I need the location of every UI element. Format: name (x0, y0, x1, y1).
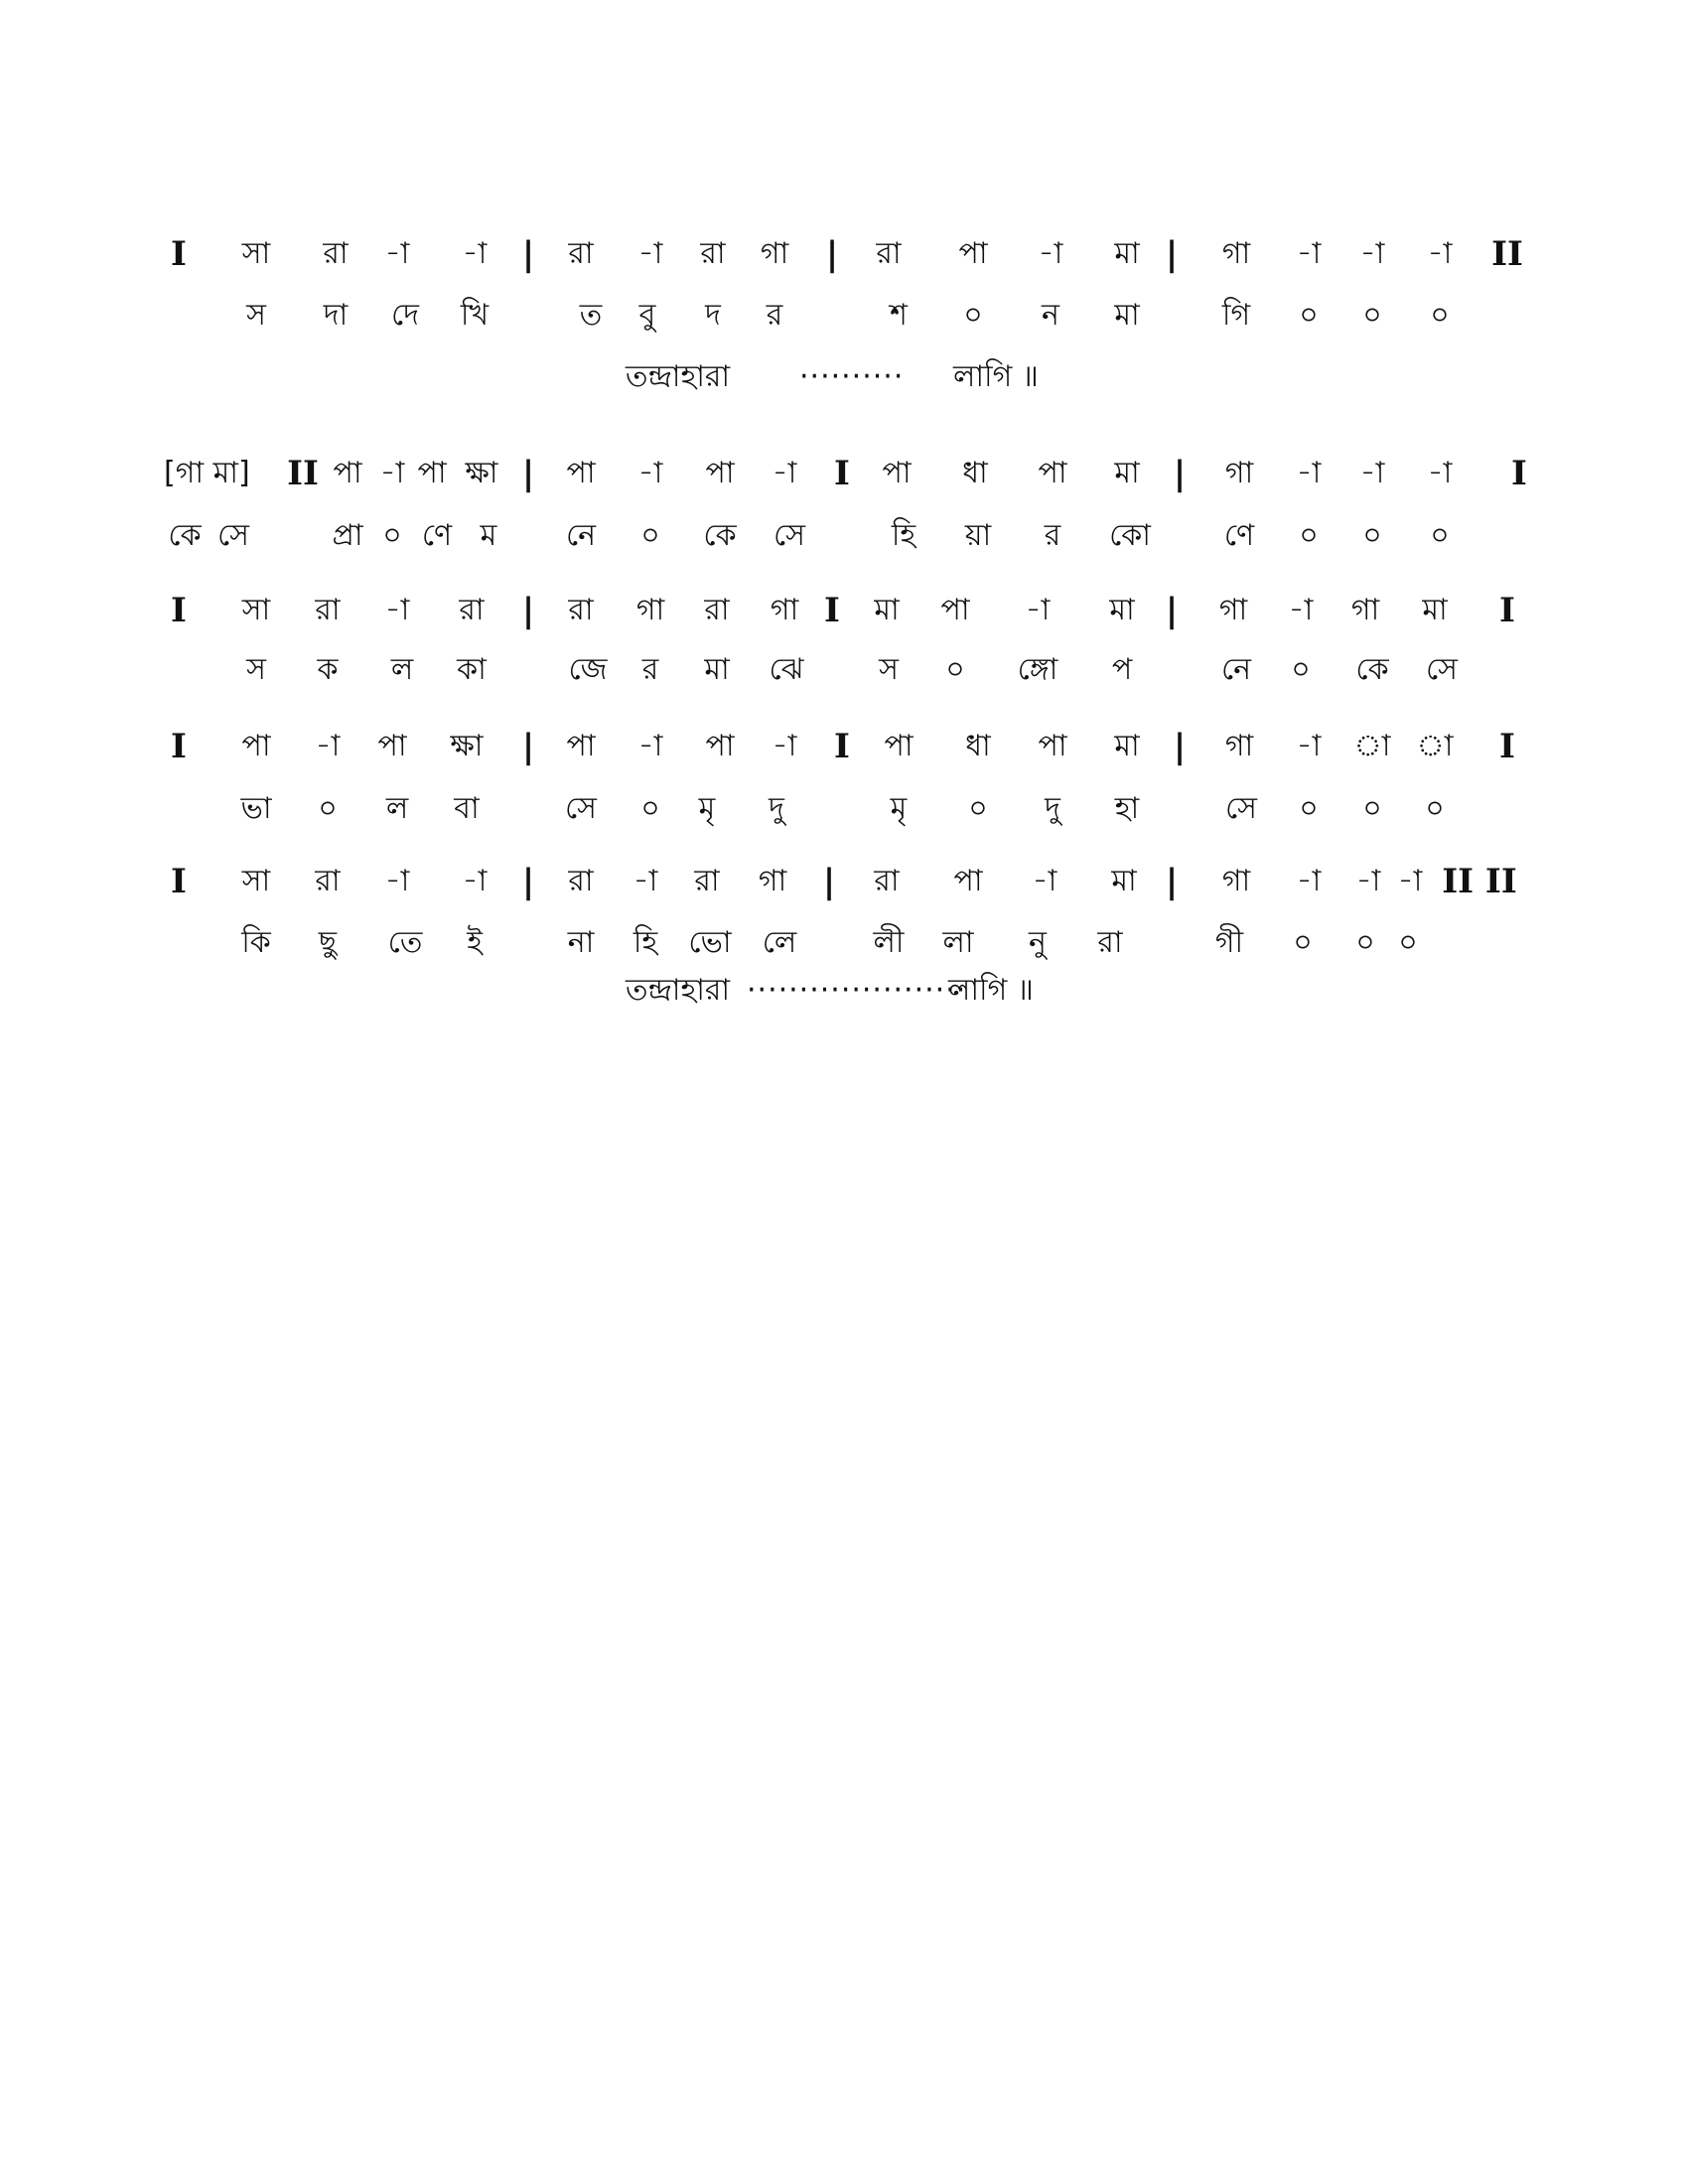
lyric-syllable: খি (460, 298, 490, 333)
swara-note: গা (1224, 729, 1254, 763)
bar-marker: I (1499, 591, 1515, 630)
lyric-syllable: ০ (1299, 298, 1319, 333)
lyric-syllable: ০ (1430, 518, 1450, 553)
lyric-syllable: ঙ্গো (1017, 652, 1058, 687)
swara-note: -া (1427, 456, 1453, 490)
swara-note: পা (953, 864, 983, 898)
lyric-syllable: ০ (640, 791, 660, 826)
swara-note: া (1353, 729, 1391, 763)
lyric-syllable: মা (1114, 298, 1140, 333)
bar-marker: | (521, 862, 535, 901)
bar-marker: | (822, 862, 836, 901)
lyric-syllable: ল (390, 652, 414, 687)
lyric-syllable: দু (1045, 791, 1060, 826)
swara-note: -া (1038, 236, 1063, 271)
refrain-dots: ·········· (799, 359, 905, 394)
swara-note: গা (635, 593, 665, 627)
swara-note: -া (1032, 864, 1057, 898)
swara-note: -া (637, 236, 663, 271)
refrain-line-2 (0, 961, 1688, 1021)
lyric-syllable: ছু (318, 925, 338, 960)
lyric-syllable: ০ (1362, 791, 1382, 826)
swara-row-4 (0, 717, 1688, 776)
lyric-syllable: দ (705, 298, 721, 333)
lyric-syllable: সে (1225, 791, 1257, 826)
lyric-syllable: কে (1355, 652, 1389, 687)
lyric-syllable: র (1044, 518, 1061, 553)
swara-note: পা (333, 456, 362, 490)
swara-note: -া (384, 864, 410, 898)
swara-note: রা (568, 864, 594, 898)
refrain-end: লাগি ॥ (948, 973, 1034, 1008)
lyric-syllable: কি (241, 925, 271, 960)
refrain-dots: ····················· (747, 973, 967, 1008)
lyric-syllable: বা (454, 791, 480, 826)
lyrics-row-3 (0, 640, 1688, 700)
bar-marker: I (824, 591, 840, 630)
lyric-syllable: মৃ (890, 791, 908, 826)
swara-row-3 (0, 581, 1688, 640)
bar-marker: I (171, 862, 187, 901)
lyric-syllable: শ (890, 298, 908, 333)
swara-note: পা (417, 456, 447, 490)
swara-note: -া (1296, 236, 1322, 271)
lyric-syllable: নে (565, 518, 597, 553)
lyric-syllable: ই (467, 925, 483, 960)
swara-note: মা (874, 593, 900, 627)
lyric-syllable: প্রা (332, 518, 363, 553)
swara-note: রা (874, 864, 900, 898)
lyric-syllable: সে (217, 518, 249, 553)
lyric-syllable: রা (1097, 925, 1123, 960)
swara-note: -া (384, 236, 410, 271)
lyric-syllable: দা (323, 298, 349, 333)
swara-note: -া (1025, 593, 1051, 627)
swara-note: রা (700, 236, 726, 271)
swara-note: গা (1221, 236, 1251, 271)
bar-marker: | (825, 234, 839, 274)
lyric-syllable: সে (774, 518, 805, 553)
refrain-line-1 (0, 347, 1688, 407)
lyric-syllable: মা (704, 652, 730, 687)
swara-row-1 (0, 224, 1688, 284)
lyric-syllable: ০ (1398, 925, 1418, 960)
bar-marker: II (1491, 234, 1523, 274)
swara-note: রা (323, 236, 349, 271)
lyric-syllable: না (567, 925, 595, 960)
swara-note: -া (1397, 864, 1423, 898)
lyrics-row-2 (0, 506, 1688, 566)
swara-note: -া (1296, 864, 1322, 898)
swara-note: গা (1224, 456, 1254, 490)
swara-note: -া (637, 456, 663, 490)
swara-note: -া (1296, 456, 1322, 490)
swara-note: পা (1038, 729, 1067, 763)
lyric-syllable: স (879, 652, 899, 687)
bar-marker: I (171, 234, 187, 274)
swara-note: -া (1359, 236, 1385, 271)
lyric-syllable: নু (1029, 925, 1047, 960)
swara-note: গা (760, 236, 789, 271)
swara-note: মা (1422, 593, 1448, 627)
bar-marker: | (521, 454, 535, 493)
bar-marker: | (1173, 454, 1187, 493)
swara-row-2 (0, 444, 1688, 503)
swara-note: -া (1427, 236, 1453, 271)
lyric-syllable: জে (568, 652, 608, 687)
lyric-syllable: র (766, 298, 783, 333)
lyric-syllable: লী (873, 925, 905, 960)
bar-marker: | (521, 727, 535, 766)
swara-note: -া (462, 236, 488, 271)
swara-note: ধা (962, 456, 988, 490)
lyric-syllable: সে (565, 791, 597, 826)
refrain-start: তন্দ্রাহারা (626, 359, 731, 394)
swara-note: পা (884, 729, 914, 763)
bar-marker: I (834, 454, 850, 493)
swara-note: রা (459, 593, 485, 627)
antara-lead-in: [গা মা] (164, 456, 250, 490)
swara-note: রা (315, 593, 341, 627)
swara-note: গা (1350, 593, 1380, 627)
lyric-syllable: দু (769, 791, 784, 826)
lyric-syllable: ০ (1299, 791, 1319, 826)
lyric-syllable: ণে (1223, 518, 1255, 553)
lyric-syllable: ০ (1299, 518, 1319, 553)
lyric-syllable: মৃ (698, 791, 716, 826)
swara-note: রা (876, 236, 902, 271)
lyric-syllable: ক (317, 652, 339, 687)
swara-note: মা (1109, 593, 1135, 627)
swara-note: রা (704, 593, 730, 627)
lyric-syllable: ভো (688, 925, 732, 960)
swara-note: পা (705, 729, 735, 763)
swara-note: -া (1359, 456, 1385, 490)
swara-note: পা (566, 729, 596, 763)
bar-marker: | (1173, 727, 1187, 766)
lyric-syllable: কে (168, 518, 202, 553)
bar-marker: I (171, 727, 187, 766)
swara-note: -া (633, 864, 658, 898)
lyric-syllable: গি (1221, 298, 1251, 333)
lyric-syllable: হি (891, 518, 916, 553)
bar-marker: | (521, 234, 535, 274)
swara-note: সা (241, 236, 271, 271)
swara-note: -া (1288, 593, 1314, 627)
lyric-syllable: ত (579, 298, 603, 333)
lyric-syllable: ০ (1430, 298, 1450, 333)
lyric-syllable: ০ (1293, 925, 1313, 960)
swara-note: মা (1114, 456, 1140, 490)
swara-note: -া (315, 729, 341, 763)
swara-note: পা (705, 456, 735, 490)
lyric-syllable: ন (1042, 298, 1059, 333)
swara-note: ধা (965, 729, 991, 763)
swara-note: -া (1355, 864, 1381, 898)
lyric-syllable: গী (1214, 925, 1244, 960)
bar-marker: | (1165, 591, 1179, 630)
lyric-syllable: দে (391, 298, 419, 333)
bar-marker: | (521, 591, 535, 630)
swara-note: গা (1218, 593, 1248, 627)
swara-note: মা (1111, 864, 1137, 898)
swara-note: -া (1296, 729, 1322, 763)
swara-note: -া (772, 729, 797, 763)
lyric-syllable: ল (385, 791, 409, 826)
swara-note: পা (882, 456, 912, 490)
swara-note: মা (1114, 729, 1140, 763)
refrain-end: লাগি ॥ (953, 359, 1039, 394)
swara-note: রা (568, 593, 594, 627)
lyric-syllable: স (246, 652, 266, 687)
swara-note: া (1416, 729, 1454, 763)
bar-marker: | (1165, 234, 1179, 274)
swara-note: পা (377, 729, 407, 763)
swara-note: -া (462, 864, 488, 898)
swara-note: পা (940, 593, 970, 627)
swara-note: -া (379, 456, 405, 490)
lyric-syllable: সে (1426, 652, 1458, 687)
bar-marker: I (1511, 454, 1527, 493)
lyric-syllable: ভা (240, 791, 272, 826)
lyric-syllable: ০ (1355, 925, 1375, 960)
lyric-syllable: ০ (318, 791, 338, 826)
bar-marker: I (834, 727, 850, 766)
lyric-syllable: ম (480, 518, 497, 553)
bar-marker: | (1165, 862, 1179, 901)
swara-note: গা (758, 864, 787, 898)
lyric-syllable: তে (387, 925, 423, 960)
lyric-syllable: র (641, 652, 659, 687)
lyrics-row-1 (0, 286, 1688, 345)
swara-note: পা (958, 236, 988, 271)
lyric-syllable: প (1111, 652, 1133, 687)
swara-note: ক্ষা (465, 456, 498, 490)
swara-note: রা (315, 864, 341, 898)
lyric-syllable: ণে (421, 518, 453, 553)
lyric-syllable: ০ (968, 791, 988, 826)
lyric-syllable: ০ (945, 652, 965, 687)
swara-note: সা (241, 593, 271, 627)
lyric-syllable: য়া (964, 518, 992, 553)
lyric-syllable: হি (633, 925, 658, 960)
swara-note: -া (384, 593, 410, 627)
swara-note: রা (568, 236, 594, 271)
swara-note: রা (694, 864, 720, 898)
swara-row-5 (0, 852, 1688, 911)
swara-note: গা (1221, 864, 1251, 898)
swara-note: ক্ষা (450, 729, 484, 763)
lyric-syllable: ০ (963, 298, 983, 333)
swara-note: পা (241, 729, 271, 763)
swara-note: গা (770, 593, 799, 627)
lyric-syllable: নে (1220, 652, 1252, 687)
lyric-syllable: হা (1114, 791, 1140, 826)
lyric-syllable: স (246, 298, 266, 333)
lyrics-row-4 (0, 779, 1688, 839)
bar-marker: I (1499, 727, 1515, 766)
lyric-syllable: কা (457, 652, 487, 687)
lyric-syllable: কে (703, 518, 737, 553)
lyric-syllable: ঝে (769, 652, 804, 687)
bar-marker: II II (1442, 862, 1517, 901)
lyric-syllable: ০ (1362, 518, 1382, 553)
bar-marker: I (171, 591, 187, 630)
lyric-syllable: ০ (1425, 791, 1445, 826)
lyric-syllable: কো (1109, 518, 1151, 553)
swara-note: -া (772, 456, 797, 490)
refrain-start: তন্দ্রাহারা (626, 973, 731, 1008)
swara-note: -া (637, 729, 663, 763)
swara-note: সা (241, 864, 271, 898)
lyric-syllable: ০ (382, 518, 402, 553)
lyric-syllable: লা (942, 925, 974, 960)
lyric-syllable: ০ (640, 518, 660, 553)
lyric-syllable: লে (762, 925, 797, 960)
lyric-syllable: ০ (1291, 652, 1311, 687)
bar-marker: II (287, 454, 319, 493)
lyric-syllable: বু (638, 298, 656, 333)
swara-note: মা (1114, 236, 1140, 271)
swara-note: পা (566, 456, 596, 490)
lyric-syllable: ০ (1362, 298, 1382, 333)
swara-note: পা (1038, 456, 1067, 490)
